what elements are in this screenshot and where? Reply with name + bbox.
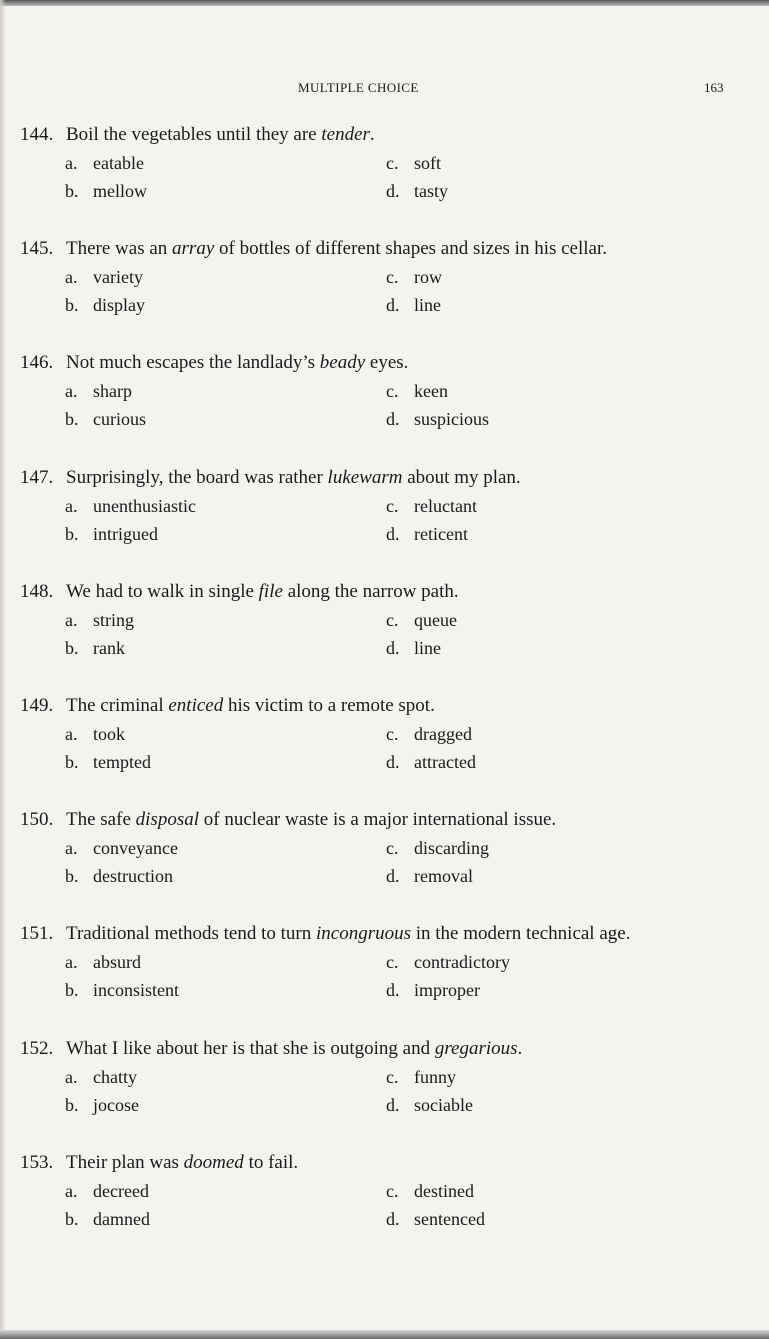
option-text: string (93, 610, 135, 630)
option-letter: c. (386, 724, 399, 744)
target-word: lukewarm (327, 467, 403, 488)
option-text: variety (93, 267, 143, 287)
option-text: reluctant (414, 496, 477, 516)
option-c[interactable] (386, 837, 489, 859)
option-d[interactable] (386, 637, 441, 659)
question-item (20, 238, 750, 328)
stem-text-after: of bottles of different shapes and sizes in his cellar. (214, 238, 608, 259)
option-text: destruction (93, 866, 173, 886)
question-item (20, 352, 750, 442)
option-text: curious (93, 409, 146, 429)
option-text: line (414, 295, 441, 315)
option-letter: b. (65, 409, 79, 429)
option-a[interactable] (65, 266, 143, 288)
option-letter: a. (65, 952, 78, 972)
option-a[interactable] (65, 723, 125, 745)
option-letter: b. (65, 524, 79, 544)
option-letter: d. (386, 409, 400, 429)
option-letter: b. (65, 1209, 79, 1229)
question-stem (20, 352, 408, 374)
question-stem (20, 809, 556, 831)
option-d[interactable] (386, 294, 441, 316)
option-text: soft (414, 153, 441, 173)
option-text: destined (414, 1181, 474, 1201)
question-item (20, 809, 750, 899)
option-text: display (93, 295, 145, 315)
question-item (20, 1038, 750, 1128)
option-c[interactable] (386, 951, 510, 973)
option-text: chatty (93, 1067, 137, 1087)
target-word: disposal (135, 809, 199, 830)
question-stem (20, 923, 630, 945)
question-number: 148. (20, 581, 54, 602)
option-d[interactable] (386, 523, 468, 545)
question-number: 150. (20, 809, 54, 830)
option-letter: a. (65, 496, 78, 516)
question-item (20, 124, 750, 214)
option-a[interactable] (65, 495, 196, 517)
option-text: discarding (414, 838, 489, 858)
question-stem (20, 467, 521, 489)
target-word: array (172, 238, 215, 259)
question-stem (20, 695, 435, 717)
option-text: removal (414, 866, 473, 886)
option-letter: d. (386, 866, 400, 886)
stem-text-after: . (369, 124, 375, 145)
option-text: improper (414, 980, 480, 1000)
option-c[interactable] (386, 1066, 456, 1088)
question-number: 145. (20, 238, 54, 259)
option-d[interactable] (386, 865, 473, 887)
question-number: 146. (20, 352, 54, 373)
stem-text-after: of nuclear waste is a major international issue. (199, 809, 557, 830)
option-text: sociable (414, 1095, 473, 1115)
option-letter: d. (386, 524, 400, 544)
question-stem (20, 1152, 298, 1174)
option-letter: c. (386, 1181, 399, 1201)
option-text: absurd (93, 952, 141, 972)
option-letter: c. (386, 838, 399, 858)
option-letter: a. (65, 381, 78, 401)
target-word: file (258, 581, 283, 602)
option-text: unenthusiastic (93, 496, 196, 516)
stem-text-after: eyes. (365, 352, 409, 373)
option-letter: d. (386, 295, 400, 315)
option-d[interactable] (386, 979, 480, 1001)
question-stem (20, 581, 459, 603)
stem-text-before: There was an (66, 238, 173, 259)
option-text: dragged (414, 724, 472, 744)
option-text: funny (414, 1067, 456, 1087)
option-letter: a. (65, 267, 78, 287)
question-number: 144. (20, 124, 54, 145)
option-c[interactable] (386, 1180, 474, 1202)
scan-top-edge (0, 0, 769, 6)
option-a[interactable] (65, 152, 144, 174)
option-b[interactable] (65, 1094, 139, 1116)
stem-text-before: Their plan was (66, 1152, 184, 1173)
option-text: conveyance (93, 838, 178, 858)
question-number: 147. (20, 467, 54, 488)
question-item (20, 695, 750, 785)
option-a[interactable] (65, 951, 141, 973)
option-a[interactable] (65, 609, 134, 631)
option-text: intrigued (93, 524, 158, 544)
option-letter: b. (65, 181, 79, 201)
option-letter: a. (65, 724, 78, 744)
option-letter: c. (386, 610, 399, 630)
option-text: reticent (414, 524, 468, 544)
option-b[interactable] (65, 1208, 150, 1230)
option-c[interactable] (386, 266, 442, 288)
option-text: queue (414, 610, 457, 630)
option-text: took (93, 724, 126, 744)
question-item (20, 1152, 750, 1242)
stem-text-after: along the narrow path. (282, 581, 459, 602)
question-number: 151. (20, 923, 54, 944)
page-number: 163 (704, 80, 724, 95)
option-d[interactable] (386, 1094, 473, 1116)
question-item (20, 467, 750, 557)
option-d[interactable] (386, 1208, 485, 1230)
option-b[interactable] (65, 979, 179, 1001)
target-word: incongruous (315, 923, 411, 944)
stem-text-after: . (517, 1038, 523, 1059)
option-b[interactable] (65, 408, 146, 430)
option-b[interactable] (65, 865, 173, 887)
option-a[interactable] (65, 1066, 137, 1088)
option-letter: a. (65, 153, 78, 173)
stem-text-after: to fail. (243, 1152, 299, 1173)
option-b[interactable] (65, 523, 158, 545)
option-d[interactable] (386, 751, 476, 773)
stem-text-before: We had to walk in single (66, 581, 259, 602)
option-b[interactable] (65, 180, 147, 202)
option-text: mellow (93, 181, 147, 201)
option-letter: a. (65, 1067, 78, 1087)
option-text: rank (93, 638, 125, 658)
option-letter: c. (386, 267, 399, 287)
option-letter: b. (65, 295, 79, 315)
option-text: sharp (93, 381, 132, 401)
stem-text-before: The safe (66, 809, 136, 830)
option-letter: a. (65, 1181, 78, 1201)
stem-text-before: Not much escapes the landlady’s (66, 352, 320, 373)
stem-text-after: about my plan. (402, 467, 521, 488)
option-text: inconsistent (93, 980, 179, 1000)
question-stem (20, 124, 375, 146)
page-header (0, 80, 769, 100)
target-word: gregarious (434, 1038, 518, 1059)
option-text: row (414, 267, 442, 287)
option-b[interactable] (65, 751, 151, 773)
question-item (20, 581, 750, 671)
scan-bottom-edge (0, 1330, 769, 1339)
option-b[interactable] (65, 294, 145, 316)
option-text: decreed (93, 1181, 149, 1201)
stem-text-after: his victim to a remote spot. (223, 695, 435, 716)
option-letter: c. (386, 1067, 399, 1087)
stem-text-before: Surprisingly, the board was rather (66, 467, 328, 488)
option-letter: c. (386, 952, 399, 972)
option-text: jocose (93, 1095, 139, 1115)
option-letter: c. (386, 381, 399, 401)
option-letter: b. (65, 1095, 79, 1115)
stem-text-before: Traditional methods tend to turn (66, 923, 316, 944)
stem-text-before: Boil the vegetables until they are (66, 124, 322, 145)
option-letter: d. (386, 752, 400, 772)
option-d[interactable] (386, 408, 489, 430)
target-word: beady (319, 352, 366, 373)
option-letter: c. (386, 153, 399, 173)
option-letter: b. (65, 866, 79, 886)
option-text: suspicious (414, 409, 490, 429)
option-text: attracted (414, 752, 476, 772)
target-word: doomed (183, 1152, 244, 1173)
option-a[interactable] (65, 837, 178, 859)
question-stem (20, 238, 607, 260)
question-item (20, 923, 750, 1013)
running-head: MULTIPLE CHOICE (298, 80, 419, 95)
stem-text-before: What I like about her is that she is outgoing and (66, 1038, 435, 1059)
option-c[interactable] (386, 152, 441, 174)
option-text: keen (414, 381, 448, 401)
target-word: enticed (168, 695, 224, 716)
question-number: 152. (20, 1038, 54, 1059)
stem-text-before: The criminal (66, 695, 169, 716)
option-d[interactable] (386, 180, 448, 202)
option-letter: b. (65, 638, 79, 658)
option-letter: d. (386, 1209, 400, 1229)
option-letter: d. (386, 980, 400, 1000)
option-letter: b. (65, 752, 79, 772)
option-letter: a. (65, 610, 78, 630)
option-text: damned (93, 1209, 150, 1229)
option-a[interactable] (65, 1180, 149, 1202)
option-letter: a. (65, 838, 78, 858)
option-text: tempted (93, 752, 151, 772)
question-number: 153. (20, 1152, 54, 1173)
option-c[interactable] (386, 609, 457, 631)
stem-text-after: in the modern technical age. (410, 923, 631, 944)
option-c[interactable] (386, 380, 448, 402)
option-letter: b. (65, 980, 79, 1000)
option-text: eatable (93, 153, 144, 173)
option-letter: d. (386, 181, 400, 201)
option-letter: d. (386, 1095, 400, 1115)
option-letter: c. (386, 496, 399, 516)
option-a[interactable] (65, 380, 132, 402)
option-text: line (414, 638, 441, 658)
option-b[interactable] (65, 637, 125, 659)
question-stem (20, 1038, 522, 1060)
target-word: tender (321, 124, 370, 145)
scan-left-edge (0, 0, 6, 1339)
option-text: tasty (414, 181, 448, 201)
option-c[interactable] (386, 723, 472, 745)
option-letter: d. (386, 638, 400, 658)
option-text: sentenced (414, 1209, 485, 1229)
option-text: contradictory (414, 952, 510, 972)
option-c[interactable] (386, 495, 477, 517)
question-number: 149. (20, 695, 54, 716)
